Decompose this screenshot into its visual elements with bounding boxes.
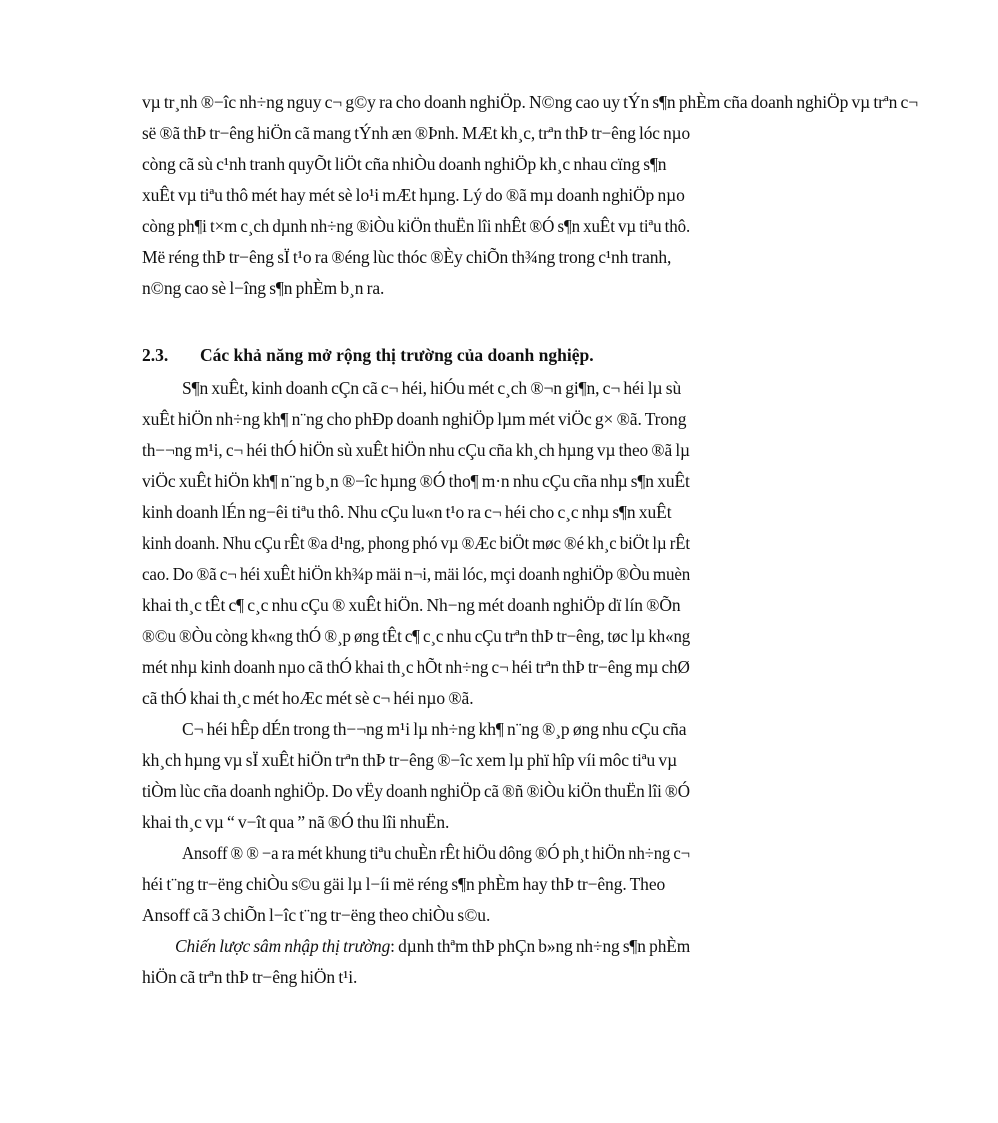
paragraph-line	[0, 559, 958, 589]
line-wrapper	[142, 776, 690, 806]
paragraph-line	[0, 118, 958, 148]
text-line: S¶n xuÊt, kinh doanh cÇn cã c¬ héi, hiÓu mét c¸ch ®¬n gi¶n, c¬ héi lµ sù	[182, 378, 682, 398]
line-wrapper	[175, 931, 690, 961]
text-line: khai th¸c tÊt c¶ c¸c nhu cÇu ® xuÊt hiÖn. Nh−ng mét doanh nghiÖp dï lín ®Õn	[142, 595, 681, 615]
text-line: Më réng thÞ tr−êng sÏ t¹o ra ®éng lùc thóc ®Èy chiÕn th¾ng trong c¹nh tranh,	[142, 247, 672, 267]
text-line: vµ tr¸nh ®−îc nh÷ng nguy c¬ g©y ra cho doanh nghiÖp. N©ng cao uy tÝn s¶n phÈm cña doanh nghiÖp vµ trªn c¬	[142, 92, 918, 112]
paragraph-line	[0, 87, 958, 117]
paragraph-line	[0, 838, 998, 868]
text-line: xuÊt vµ tiªu thô mét hay mét sè lo¹i mÆt hµng. Lý do ®ã mµ doanh nghiÖp nµo	[142, 185, 685, 205]
italic-term: Chiến lược sâm nhập thị trường	[175, 936, 391, 956]
line-wrapper	[142, 435, 690, 465]
text-line: hiÖn cã trªn thÞ tr−êng hiÖn t¹i.	[142, 967, 358, 987]
text-line: C¬ héi hÊp dÉn trong th−¬ng m¹i lµ nh÷ng kh¶ n¨ng ®¸p øng nhu cÇu cña	[182, 719, 687, 739]
line-wrapper	[142, 211, 690, 241]
paragraph-line	[0, 900, 958, 930]
line-wrapper	[142, 466, 690, 496]
paragraph-line	[0, 466, 958, 496]
text-line: ®©u ®Òu còng kh«ng thÓ ®¸p øng tÊt c¶ c¸c nhu cÇu trªn thÞ tr−êng, tøc lµ kh«ng	[142, 626, 691, 646]
section-title: Các khả năng mở rộng thị trường của doanh nghiệp.	[200, 345, 594, 365]
text-line: cã thÓ khai th¸c mét hoÆc mét sè c¬ héi nµo ®ã.	[142, 688, 474, 708]
paragraph-line	[0, 590, 958, 620]
paragraph-line	[0, 652, 958, 682]
section-heading	[142, 340, 782, 370]
line-wrapper	[142, 652, 690, 682]
text-line: khai th¸c vµ “ v−ît qua ” nã ®Ó thu lîi nhuËn.	[142, 812, 450, 832]
line-wrapper	[142, 528, 690, 558]
paragraph-line	[0, 497, 958, 527]
line-wrapper	[182, 838, 690, 868]
paragraph-line	[0, 869, 958, 899]
paragraph-line	[0, 807, 958, 837]
line-wrapper	[142, 118, 690, 148]
text-line: còng cã sù c¹nh tranh quyÕt liÖt cña nhiÒu doanh nghiÖp kh¸c nhau cïng s¶n	[142, 154, 667, 174]
paragraph-line	[0, 931, 991, 961]
paragraph-line	[0, 180, 958, 210]
text-line: Ansoff ® ® −a ra mét khung tiªu chuÈn rÊt hiÖu dông ®Ó ph¸t hiÖn nh÷ng c¬	[182, 843, 690, 863]
paragraph-line	[0, 373, 998, 403]
text-line: kinh doanh. Nhu cÇu rÊt ®a d¹ng, phong phó vµ ®Æc biÖt møc ®é kh¸c biÖt lµ rÊt	[142, 533, 690, 553]
text-line: viÖc xuÊt hiÖn kh¶ n¨ng b¸n ®−îc hµng ®Ó tho¶ m·n nhu cÇu cña nhµ s¶n xuÊt	[142, 471, 690, 491]
paragraph-line	[0, 435, 958, 465]
text-line: xuÊt hiÖn nh÷ng kh¶ n¨ng cho phÐp doanh nghiÖp lµm mét viÖc g× ®ã. Trong	[142, 409, 687, 429]
text-line: kinh doanh lÉn ng−êi tiªu thô. Nhu cÇu lu«n t¹o ra c¬ héi cho c¸c nhµ s¶n xuÊt	[142, 502, 672, 522]
text-line: còng ph¶i t×m c¸ch dµnh nh÷ng ®iÒu kiÖn thuËn lîi nhÊt ®Ó s¶n xuÊt vµ tiªu thô.	[142, 216, 691, 236]
text-line: tiÒm lùc cña doanh nghiÖp. Do vËy doanh nghiÖp cã ®ñ ®iÒu kiÖn thuËn lîi ®Ó	[142, 781, 690, 801]
paragraph-line	[0, 242, 958, 272]
text-line: th−¬ng m¹i, c¬ héi thÓ hiÖn sù xuÊt hiÖn nhu cÇu cña kh¸ch hµng vµ theo ®ã lµ	[142, 440, 690, 460]
paragraph-line	[0, 745, 958, 775]
paragraph-line	[0, 683, 958, 713]
text-line: héi t¨ng tr−ëng chiÒu s©u gäi lµ l−íi më réng s¶n phÈm hay thÞ tr−êng. Theo	[142, 874, 666, 894]
text-line: Ansoff cã 3 chiÕn l−îc t¨ng tr−ëng theo chiÒu s©u.	[142, 905, 491, 925]
paragraph-line	[0, 211, 958, 241]
paragraph-line	[0, 621, 958, 651]
section-number: 2.3.	[142, 345, 169, 365]
paragraph-line	[0, 273, 958, 303]
text-line: së ®ã thÞ tr−êng hiÖn cã mang tÝnh æn ®Þnh. MÆt kh¸c, trªn thÞ tr−êng lóc nµo	[142, 123, 691, 143]
paragraph-line	[0, 404, 958, 434]
line-wrapper	[142, 621, 690, 651]
paragraph-line	[0, 714, 998, 744]
text-line: cao. Do ®ã c¬ héi xuÊt hiÖn kh¾p mäi n¬i, mäi lóc, mçi doanh nghiÖp ®Òu muèn	[142, 564, 691, 584]
paragraph-line	[0, 776, 958, 806]
text-line: kh¸ch hµng vµ sÏ xuÊt hiÖn trªn thÞ tr−êng ®−îc xem lµ phï hîp víi môc tiªu vµ	[142, 750, 678, 770]
text-line: : dµnh thªm thÞ phÇn b»ng nh÷ng s¶n phÈm	[390, 936, 691, 956]
paragraph-line	[0, 528, 958, 558]
line-wrapper	[142, 559, 690, 589]
text-line: mét nhµ kinh doanh nµo cã thÓ khai th¸c hÕt nh÷ng c¬ héi trªn thÞ tr−êng mµ chØ	[142, 657, 690, 677]
text-line: n©ng cao sè l−îng s¶n phÈm b¸n ra.	[142, 278, 385, 298]
paragraph-line	[0, 149, 958, 179]
paragraph-line	[0, 962, 958, 992]
